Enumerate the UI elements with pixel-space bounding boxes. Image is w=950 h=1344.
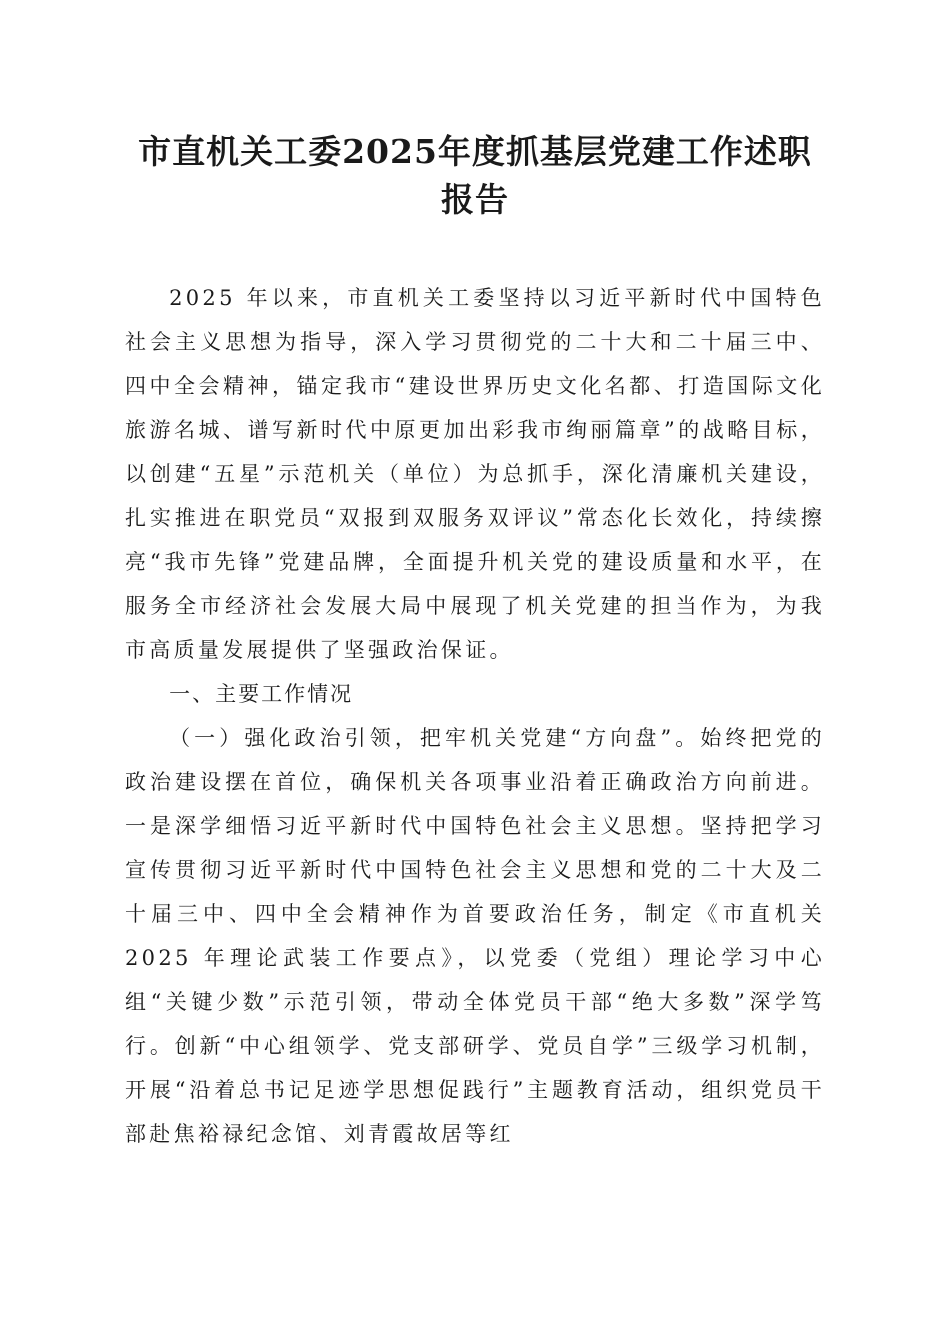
subsection-1-paragraph [125,716,825,1156]
title-line-2: 报告 [441,180,509,219]
subsection-1-lead: （一）强化政治引领，把牢机关党建“方向盘”。 [169,726,701,750]
intro-paragraph: 2025 年以来，市直机关工委坚持以习近平新时代中国特色社会主义思想为指导，深入学习贯彻党的二十大和二十届三中、四中全会精神，锚定我市“建设世界历史文化名都、打造国际文化旅游名城、谱写新时代中原更加出彩我市绚丽篇章”的战略目标，以创建“五星”示范机关（单位）为总抓手，深化清廉机关建设，扎实推进在职党员“双报到双服务双评议”常态化长效化，持续擦亮“我市先锋”党建品牌，全面提升机关党的建设质量和水平，在服务全市经济社会发展大局中展现了机关党建的担当作为，为我市高质量发展提供了坚强政治保证。 [125,286,825,662]
title-line-1: 市直机关工委2025年度抓基层党建工作述职 [138,132,812,171]
subsection-1-body: 始终把党的政治建设摆在首位，确保机关各项事业沿着正确政治方向前进。一是深学细悟习近平新时代中国特色社会主义思想。坚持把学习宣传贯彻习近平新时代中国特色社会主义思想和党的二十大及二十届三中、四中全会精神作为首要政治任务，制定《市直机关 2025 年理论武装工作要点》，以党委（党组）理论学习中心组“关键少数”示范引领，带动全体党员干部“绝大多数”深学笃行。创新“中心组领学、党支部研学、党员自学”三级学习机制，开展“沿着总书记足迹学思想促践行”主题教育活动，组织党员干部赴焦裕禄纪念馆、刘青霞故居等红 [125,726,826,1146]
document-title [100,128,850,224]
document-body [125,276,825,1156]
section-heading-1: 一、主要工作情况 [169,682,354,706]
